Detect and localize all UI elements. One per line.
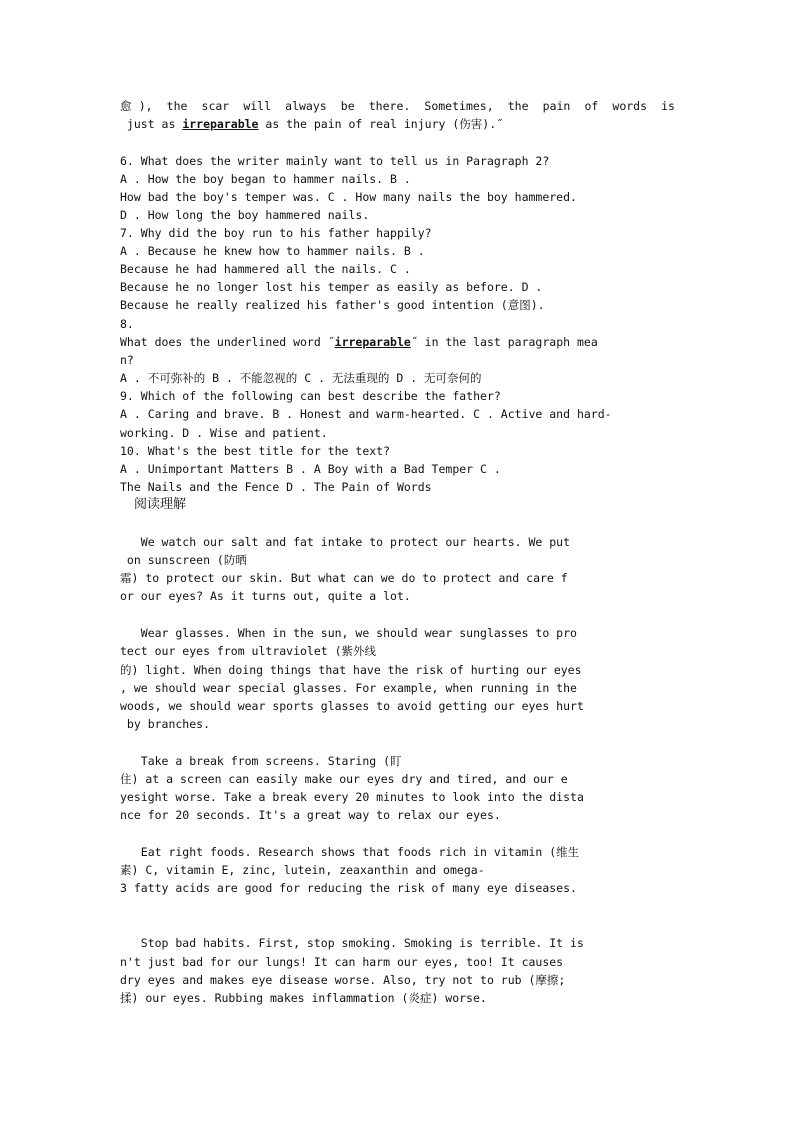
passage-text-line: Take a break from screens. Staring (盯 — [120, 754, 402, 768]
question-option-line: A . Because he knew how to hammer nails. B . — [120, 244, 425, 258]
passage-text-line: just as irreparable as the pain of real injury (伤害).˝ — [120, 117, 504, 131]
question-option-line: A . 不可弥补的 B . 不能忽视的 C . 无法重现的 D . 无可奈何的 — [120, 371, 482, 385]
question-6: 6. What does the writer mainly want to tell us in Paragraph 2? — [120, 154, 550, 168]
question-7: 7. Why did the boy run to his father happily? — [120, 226, 432, 240]
passage-text-line: 素) C, vitamin E, zinc, lutein, zeaxanthin and omega- — [120, 863, 485, 877]
passage-text-line: 3 fatty acids are good for reducing the risk of many eye diseases. — [120, 881, 577, 895]
question-text-line: What does the underlined word ˝irreparable˝ in the last paragraph mea — [120, 335, 598, 349]
underlined-word: irreparable — [334, 335, 411, 349]
question-option-line: D . How long the boy hammered nails. — [120, 208, 370, 222]
passage-text-line: 愈), the scar will always be there. Sometimes, the pain of words is — [120, 99, 675, 113]
passage-text-line: n't just bad for our lungs! It can harm our eyes, too! It causes — [120, 955, 564, 969]
passage-text-line: Eat right foods. Research shows that foods rich in vitamin (维生 — [120, 845, 580, 859]
underlined-word: irreparable — [182, 117, 259, 131]
passage-text-line: , we should wear special glasses. For example, when running in the — [120, 681, 577, 695]
passage-text-line: Stop bad habits. First, stop smoking. Smoking is terrible. It is — [120, 936, 584, 950]
passage-text-line: on sunscreen (防晒 — [120, 553, 247, 567]
section-title: 阅读理解 — [134, 497, 187, 512]
question-text-line: n? — [120, 353, 134, 367]
question-option-line: A . Caring and brave. B . Honest and warm-hearted. C . Active and hard- — [120, 407, 612, 421]
question-option-line: Because he really realized his father's good intention (意图). — [120, 298, 545, 312]
question-9: 9. Which of the following can best describe the father? — [120, 389, 501, 403]
question-8: 8. — [120, 317, 134, 331]
passage-text-line: Wear glasses. When in the sun, we should wear sunglasses to pro — [120, 626, 577, 640]
question-option-line: Because he no longer lost his temper as easily as before. D . — [120, 280, 543, 294]
passage-text-line: or our eyes? As it turns out, quite a lot. — [120, 589, 411, 603]
passage-text-line: dry eyes and makes eye disease worse. Also, try not to rub (摩擦; — [120, 973, 566, 987]
question-option-line: working. D . Wise and patient. — [120, 426, 328, 440]
passage-text-line: 霜) to protect our skin. But what can we do to protect and care f — [120, 571, 568, 585]
question-option-line: The Nails and the Fence D . The Pain of Words — [120, 480, 432, 494]
question-option-line: A . Unimportant Matters B . A Boy with a Bad Temper C . — [120, 462, 501, 476]
passage-text-line: 揉) our eyes. Rubbing makes inflammation (炎症) worse. — [120, 991, 487, 1005]
question-10: 10. What's the best title for the text? — [120, 444, 391, 458]
question-option-line: Because he had hammered all the nails. C . — [120, 262, 411, 276]
passage-text-line: yesight worse. Take a break every 20 minutes to look into the dista — [120, 790, 584, 804]
passage-text-line: tect our eyes from ultraviolet (紫外线 — [120, 644, 377, 658]
passage-text-line: nce for 20 seconds. It's a great way to relax our eyes. — [120, 808, 501, 822]
question-option-line: How bad the boy's temper was. C . How many nails the boy hammered. — [120, 190, 577, 204]
passage-text-line: by branches. — [120, 717, 211, 731]
passage-text-line: 的) light. When doing things that have the risk of hurting our eyes — [120, 663, 582, 677]
passage-text-line: 住) at a screen can easily make our eyes dry and tired, and our e — [120, 772, 568, 786]
question-option-line: A . How the boy began to hammer nails. B . — [120, 172, 411, 186]
passage-text-line: We watch our salt and fat intake to protect our hearts. We put — [120, 535, 571, 549]
passage-text-line: woods, we should wear sports glasses to avoid getting our eyes hurt — [120, 699, 584, 713]
